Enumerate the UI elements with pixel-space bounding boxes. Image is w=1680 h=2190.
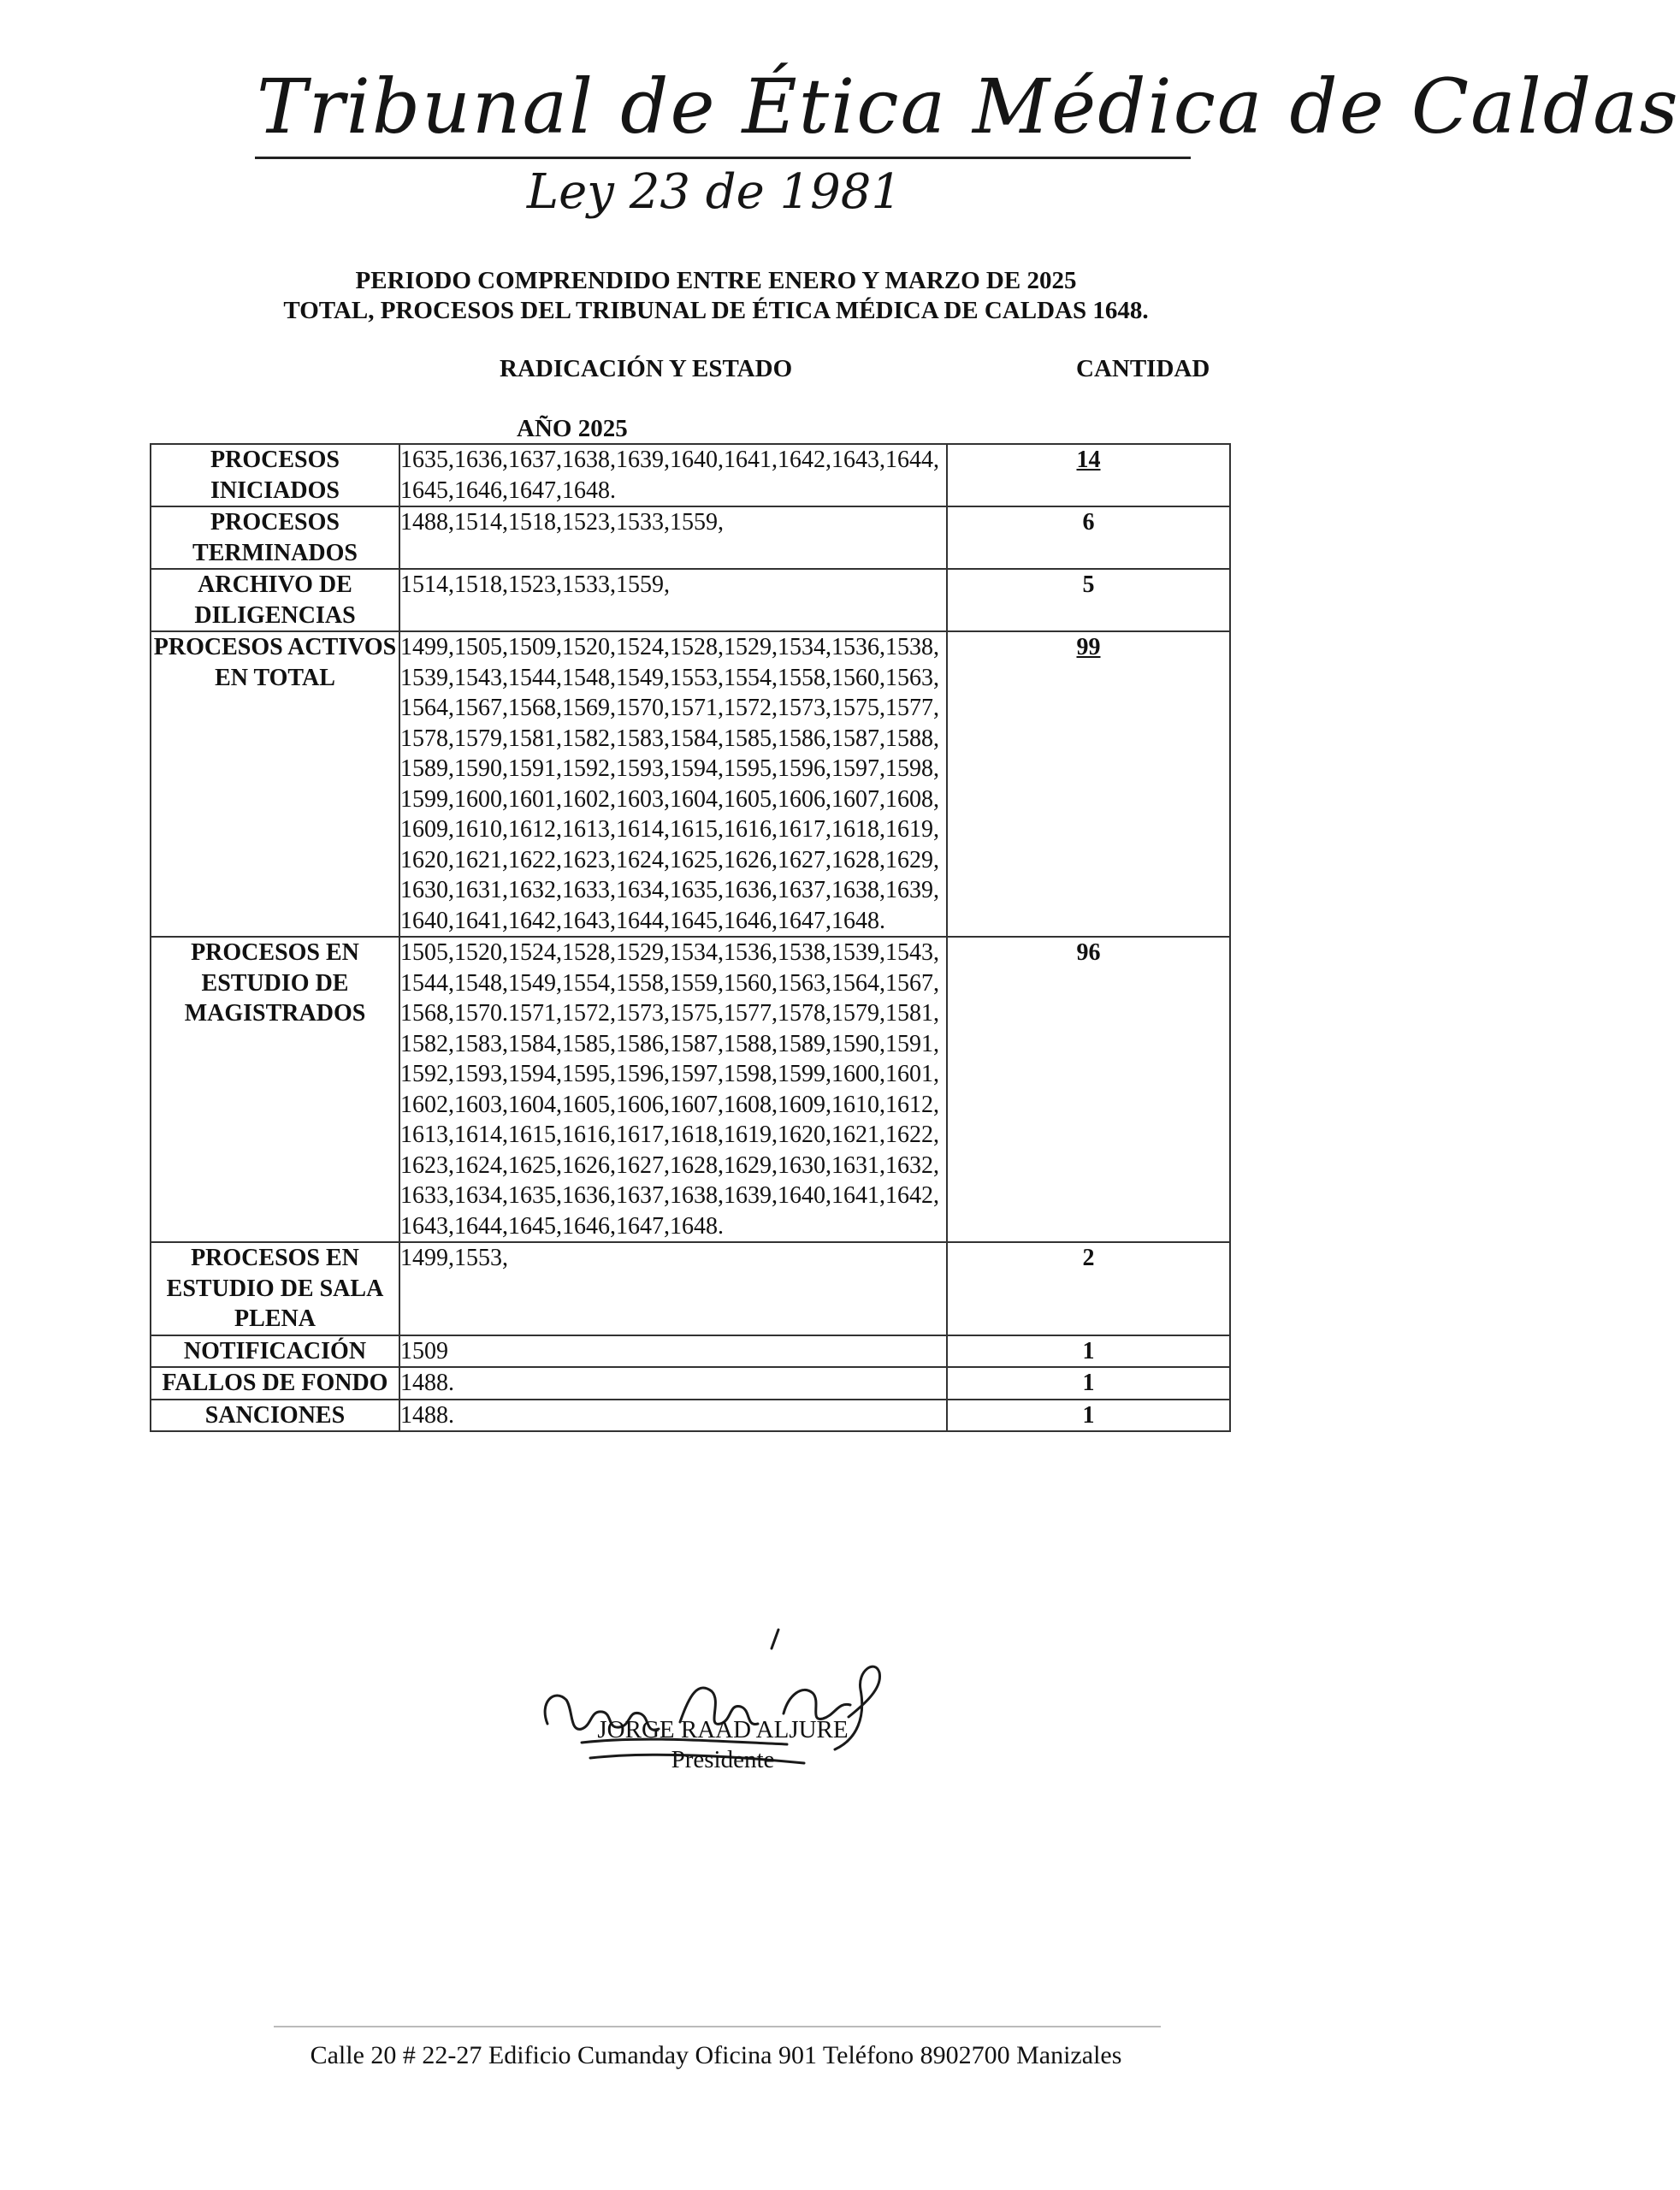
letterhead-title: Tribunal de Ética Médica de Caldas: [257, 62, 1680, 151]
table-row: [151, 937, 1230, 1242]
row-numbers: 1488,1514,1518,1523,1533,1559,: [399, 506, 947, 569]
table-row: [151, 1367, 1230, 1400]
row-label: PROCESOS EN ESTUDIO DE MAGISTRADOS: [151, 937, 399, 1242]
quantity-value: 6: [1082, 509, 1095, 536]
row-quantity: [947, 569, 1230, 631]
row-quantity: [947, 1242, 1230, 1335]
quantity-value: 2: [1082, 1245, 1095, 1271]
row-label: ARCHIVO DE DILIGENCIAS: [151, 569, 399, 631]
row-label: PROCESOS INICIADOS: [151, 444, 399, 506]
row-label: NOTIFICACIÓN: [151, 1335, 399, 1368]
row-numbers: 1499,1505,1509,1520,1524,1528,1529,1534,1536,1538,1539,1543,1544,1548,1549,1553,1554,1558,1560,1563,1564,1567,1568,1569,1570,1571,1572,1573,1575,1577,1578,1579,1581,1582,1583,1584,1585,1586,1587,1588,1589,1590,1591,1592,1593,1594,1595,1596,1597,1598,1599,1600,1601,1602,1603,1604,1605,1606,1607,1608,1609,1610,1612,1613,1614,1615,1616,1617,1618,1619,1620,1621,1622,1623,1624,1625,1626,1627,1628,1629,1630,1631,1632,1633,1634,1635,1636,1637,1638,1639,1640,1641,1642,1643,1644,1645,1646,1647,1648.: [399, 631, 947, 937]
row-numbers: 1505,1520,1524,1528,1529,1534,1536,1538,1539,1543,1544,1548,1549,1554,1558,1559,1560,1563,1564,1567,1568,1570.1571,1572,1573,1575,1577,1578,1579,1581,1582,1583,1584,1585,1586,1587,1588,1589,1590,1591,1592,1593,1594,1595,1596,1597,1598,1599,1600,1601,1602,1603,1604,1605,1606,1607,1608,1609,1610,1612,1613,1614,1615,1616,1617,1618,1619,1620,1621,1622,1623,1624,1625,1626,1627,1628,1629,1630,1631,1632,1633,1634,1635,1636,1637,1638,1639,1640,1641,1642,1643,1644,1645,1646,1647,1648.: [399, 937, 947, 1242]
row-quantity: [947, 1400, 1230, 1432]
table-row: [151, 1242, 1230, 1335]
row-numbers: 1635,1636,1637,1638,1639,1640,1641,1642,1643,1644,1645,1646,1647,1648.: [399, 444, 947, 506]
table-row: [151, 569, 1230, 631]
row-numbers: 1499,1553,: [399, 1242, 947, 1335]
row-numbers: 1488.: [399, 1400, 947, 1432]
row-label: PROCESOS ACTIVOS EN TOTAL: [151, 631, 399, 937]
row-numbers: 1514,1518,1523,1533,1559,: [399, 569, 947, 631]
total-heading: TOTAL, PROCESOS DEL TRIBUNAL DE ÉTICA MÉDICA DE CALDAS 1648.: [283, 297, 1149, 324]
quantity-value: 14: [1076, 447, 1101, 473]
row-label: PROCESOS EN ESTUDIO DE SALA PLENA: [151, 1242, 399, 1335]
table-row: [151, 1335, 1230, 1368]
column-header-cantidad: CANTIDAD: [1076, 355, 1210, 382]
table-row: [151, 506, 1230, 569]
quantity-value: 1: [1082, 1370, 1095, 1396]
row-quantity: [947, 444, 1230, 506]
quantity-value: 5: [1082, 571, 1095, 598]
period-heading: PERIODO COMPRENDIDO ENTRE ENERO Y MARZO DE 2025: [355, 267, 1077, 294]
row-label: PROCESOS TERMINADOS: [151, 506, 399, 569]
quantity-value: 1: [1082, 1337, 1095, 1364]
row-quantity: [947, 631, 1230, 937]
year-label: AÑO 2025: [517, 415, 628, 442]
table-row: [151, 1400, 1230, 1432]
footer-address: Calle 20 # 22-27 Edificio Cumanday Oficina 901 Teléfono 8902700 Manizales: [310, 2041, 1122, 2069]
row-label: SANCIONES: [151, 1400, 399, 1432]
row-numbers: 1488.: [399, 1367, 947, 1400]
row-quantity: [947, 937, 1230, 1242]
signatory-name: JORGE RAAD ALJURE: [597, 1716, 849, 1743]
processes-table: [150, 443, 1231, 1432]
letterhead-divider: [255, 157, 1191, 159]
quantity-value: 99: [1076, 634, 1101, 660]
quantity-value: 96: [1076, 939, 1101, 966]
row-quantity: [947, 1367, 1230, 1400]
row-quantity: [947, 1335, 1230, 1368]
column-header-radicacion: RADICACIÓN Y ESTADO: [500, 355, 793, 382]
table-row: [151, 444, 1230, 506]
quantity-value: 1: [1082, 1401, 1095, 1429]
row-numbers: 1509: [399, 1335, 947, 1368]
row-quantity: [947, 506, 1230, 569]
row-label: FALLOS DE FONDO: [151, 1367, 399, 1400]
table-row: [151, 631, 1230, 937]
signatory-role: Presidente: [671, 1746, 775, 1773]
footer-divider: [274, 2026, 1161, 2027]
letterhead-subtitle: Ley 23 de 1981: [526, 164, 902, 220]
